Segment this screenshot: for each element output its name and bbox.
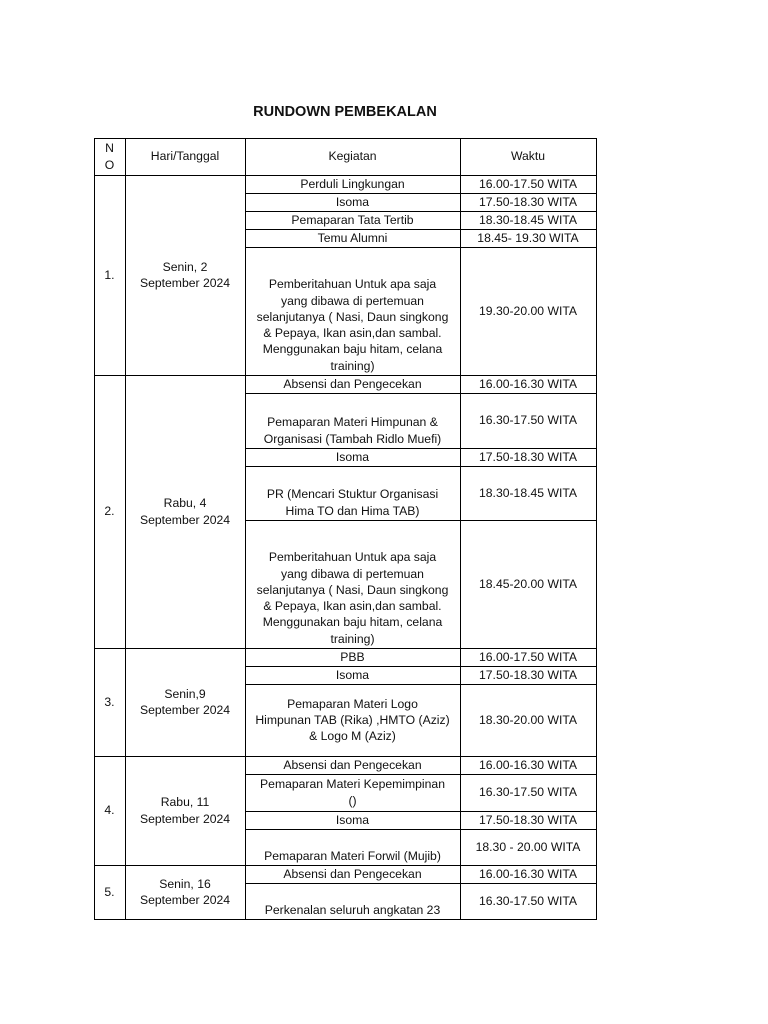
activity-cell: Pemaparan Materi Logo Himpunan TAB (Rika) ,HMTO (Aziz) & Logo M (Aziz) — [255, 696, 450, 744]
activity-cell: Isoma — [335, 812, 370, 827]
activity-cell: Isoma — [335, 194, 370, 209]
time-cell: 18.30 - 20.00 WITA — [475, 839, 581, 854]
row-number: 2. — [104, 504, 115, 519]
time-cell: 18.45-20.00 WITA — [479, 576, 577, 591]
time-cell: 16.00-16.30 WITA — [479, 376, 577, 391]
time-cell: 16.00-17.50 WITA — [479, 176, 577, 191]
header-activity: Kegiatan — [328, 149, 377, 164]
time-cell: 16.00-17.50 WITA — [479, 649, 577, 664]
activity-cell: Pemaparan Materi Forwil (Mujib) — [264, 848, 441, 863]
time-cell: 16.00-16.30 WITA — [479, 866, 577, 881]
row-day: Senin, 2 September 2024 — [139, 259, 231, 290]
activity-cell: Absensi dan Pengecekan — [283, 866, 422, 881]
time-cell: 18.45- 19.30 WITA — [477, 230, 579, 245]
activity-cell: Absensi dan Pengecekan — [283, 376, 422, 391]
table-rule-vertical — [125, 138, 126, 920]
activity-cell: Pemaparan Materi Himpunan & Organisasi (Tambah Ridlo Muefi) — [263, 415, 442, 446]
row-day: Senin, 16 September 2024 — [139, 876, 231, 907]
activity-cell: Perkenalan seluruh angkatan 23 — [264, 902, 441, 917]
row-number: 5. — [104, 884, 115, 899]
time-cell: 17.50-18.30 WITA — [479, 449, 577, 464]
time-cell: 17.50-18.30 WITA — [479, 667, 577, 682]
activity-cell: Perduli Lingkungan — [300, 176, 405, 191]
table-rule-vertical — [460, 138, 461, 920]
header-no: N O — [104, 141, 115, 172]
row-day: Rabu, 11 September 2024 — [139, 795, 231, 826]
activity-cell: Pemaparan Materi Kepemimpinan () — [260, 777, 445, 808]
activity-cell: Pemberitahuan Untuk apa saja yang dibawa di pertemuan selanjutanya ( Nasi, Daun singkong & Pepaya, Ikan asin,dan sambal. Menggunakan baju hitam, celana training) — [256, 550, 449, 646]
activity-cell: Pemaparan Tata Tertib — [291, 212, 414, 227]
header-day: Hari/Tanggal — [150, 149, 220, 164]
page-title: RUNDOWN PEMBEKALAN — [253, 104, 437, 120]
row-day: Rabu, 4 September 2024 — [139, 496, 231, 527]
table-rule-horizontal — [94, 919, 596, 920]
time-cell: 18.30-18.45 WITA — [479, 212, 577, 227]
activity-cell: Pemberitahuan Untuk apa saja yang dibawa di pertemuan selanjutanya ( Nasi, Daun singkong & Pepaya, Ikan asin,dan sambal. Menggunakan baju hitam, celana training) — [256, 277, 449, 373]
activity-cell: Isoma — [335, 667, 370, 682]
row-day: Senin,9 September 2024 — [139, 686, 231, 717]
table-rule-vertical — [245, 138, 246, 920]
time-cell: 16.30-17.50 WITA — [479, 893, 577, 908]
activity-cell: Isoma — [335, 449, 370, 464]
header-time: Waktu — [510, 149, 546, 164]
table-rule-vertical — [596, 138, 597, 920]
activity-cell: Temu Alumni — [317, 230, 388, 245]
row-number: 1. — [104, 267, 115, 282]
activity-cell: PR (Mencari Stuktur Organisasi Hima TO dan Hima TAB) — [266, 487, 439, 518]
time-cell: 19.30-20.00 WITA — [479, 303, 577, 318]
time-cell: 17.50-18.30 WITA — [479, 812, 577, 827]
time-cell: 18.30-20.00 WITA — [479, 712, 577, 727]
time-cell: 18.30-18.45 WITA — [479, 485, 577, 500]
time-cell: 16.30-17.50 WITA — [479, 413, 577, 428]
time-cell: 17.50-18.30 WITA — [479, 194, 577, 209]
row-number: 4. — [104, 803, 115, 818]
activity-cell: PBB — [340, 649, 365, 664]
table-rule-vertical — [94, 138, 95, 920]
row-number: 3. — [104, 694, 115, 709]
activity-cell: Absensi dan Pengecekan — [283, 757, 422, 772]
time-cell: 16.30-17.50 WITA — [479, 785, 577, 800]
time-cell: 16.00-16.30 WITA — [479, 757, 577, 772]
table-rule-horizontal — [94, 138, 596, 139]
